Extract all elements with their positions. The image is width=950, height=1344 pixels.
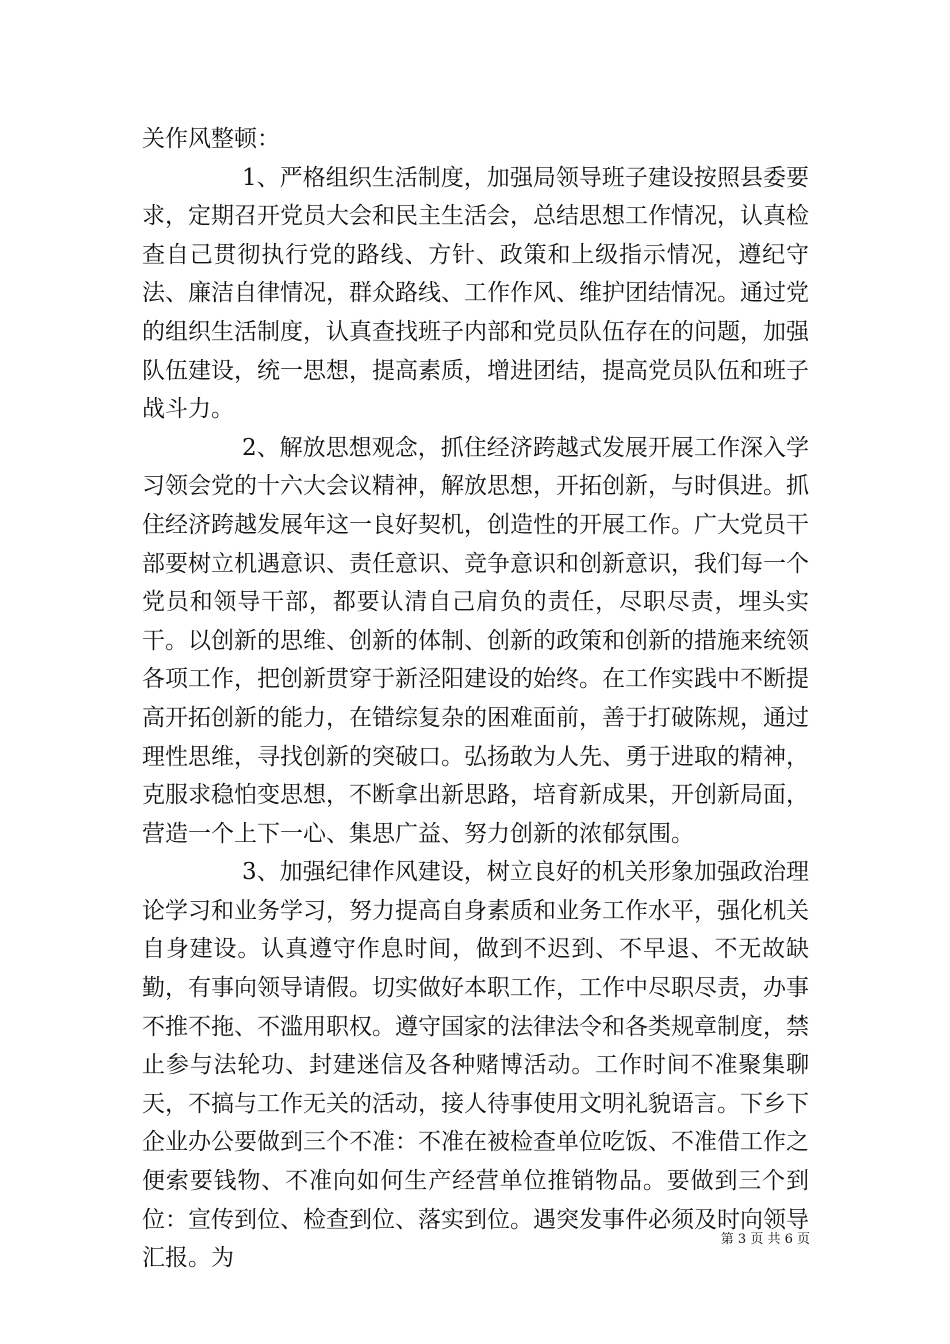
paragraph-2: 2、解放思想观念，抓住经济跨越式发展开展工作深入学习领会党的十六大会议精神，解放思想，开拓创新，与时俱进。抓住经济跨越发展年这一良好契机，创造性的开展工作。广大党员干部要树立机遇意识、责任意识、竞争意识和创新意识，我们每一个党员和领导干部，都要认清自己肩负的责任，尽职尽责，埋头实干。以创新的思维、创新的体制、创新的政策和创新的措施来统领各项工作，把创新贯穿于新泾阳建设的始终。在工作实践中不断提高开拓创新的能力，在错综复杂的困难面前，善于打破陈规，通过理性思维，寻找创新的突破口。弘扬敢为人先、勇于进取的精神，克服求稳怕变思想，不断拿出新思路，培育新成果，开创新局面，营造一个上下一心、集思广益、努力创新的浓郁氛围。 xyxy=(142,434,809,847)
document-body xyxy=(142,120,809,1278)
page-number-footer: 第 3 页 共 6 页 xyxy=(720,1232,810,1247)
lead-line: 关作风整顿： xyxy=(142,126,280,152)
paragraph-3: 3、加强纪律作风建设，树立良好的机关形象加强政治理论学习和业务学习，努力提高自身素质和业务工作水平，强化机关自身建设。认真遵守作息时间，做到不迟到、不早退、不无故缺勤，有事向领导请假。切实做好本职工作，工作中尽职尽责，办事不推不拖、不滥用职权。遵守国家的法律法令和各类规章制度，禁止参与法轮功、封建迷信及各种赌博活动。工作时间不准聚集聊天，不搞与工作无关的活动，接人待事使用文明礼貌语言。下乡下企业办公要做到三个不准：不准在被检查单位吃饭、不准借工作之便索要钱物、不准向如何生产经营单位推销物品。要做到三个到位：宣传到位、检查到位、落实到位。遇突发事件必须及时向领导汇报。为 xyxy=(142,859,809,1272)
paragraph-1: 1、严格组织生活制度，加强局领导班子建设按照县委要求，定期召开党员大会和民主生活会，总结思想工作情况，认真检查自己贯彻执行党的路线、方针、政策和上级指示情况，遵纪守法、廉洁自律情况，群众路线、工作作风、维护团结情况。通过党的组织生活制度，认真查找班子内部和党员队伍存在的问题，加强队伍建设，统一思想，提高素质，增进团结，提高党员队伍和班子战斗力。 xyxy=(142,164,809,423)
